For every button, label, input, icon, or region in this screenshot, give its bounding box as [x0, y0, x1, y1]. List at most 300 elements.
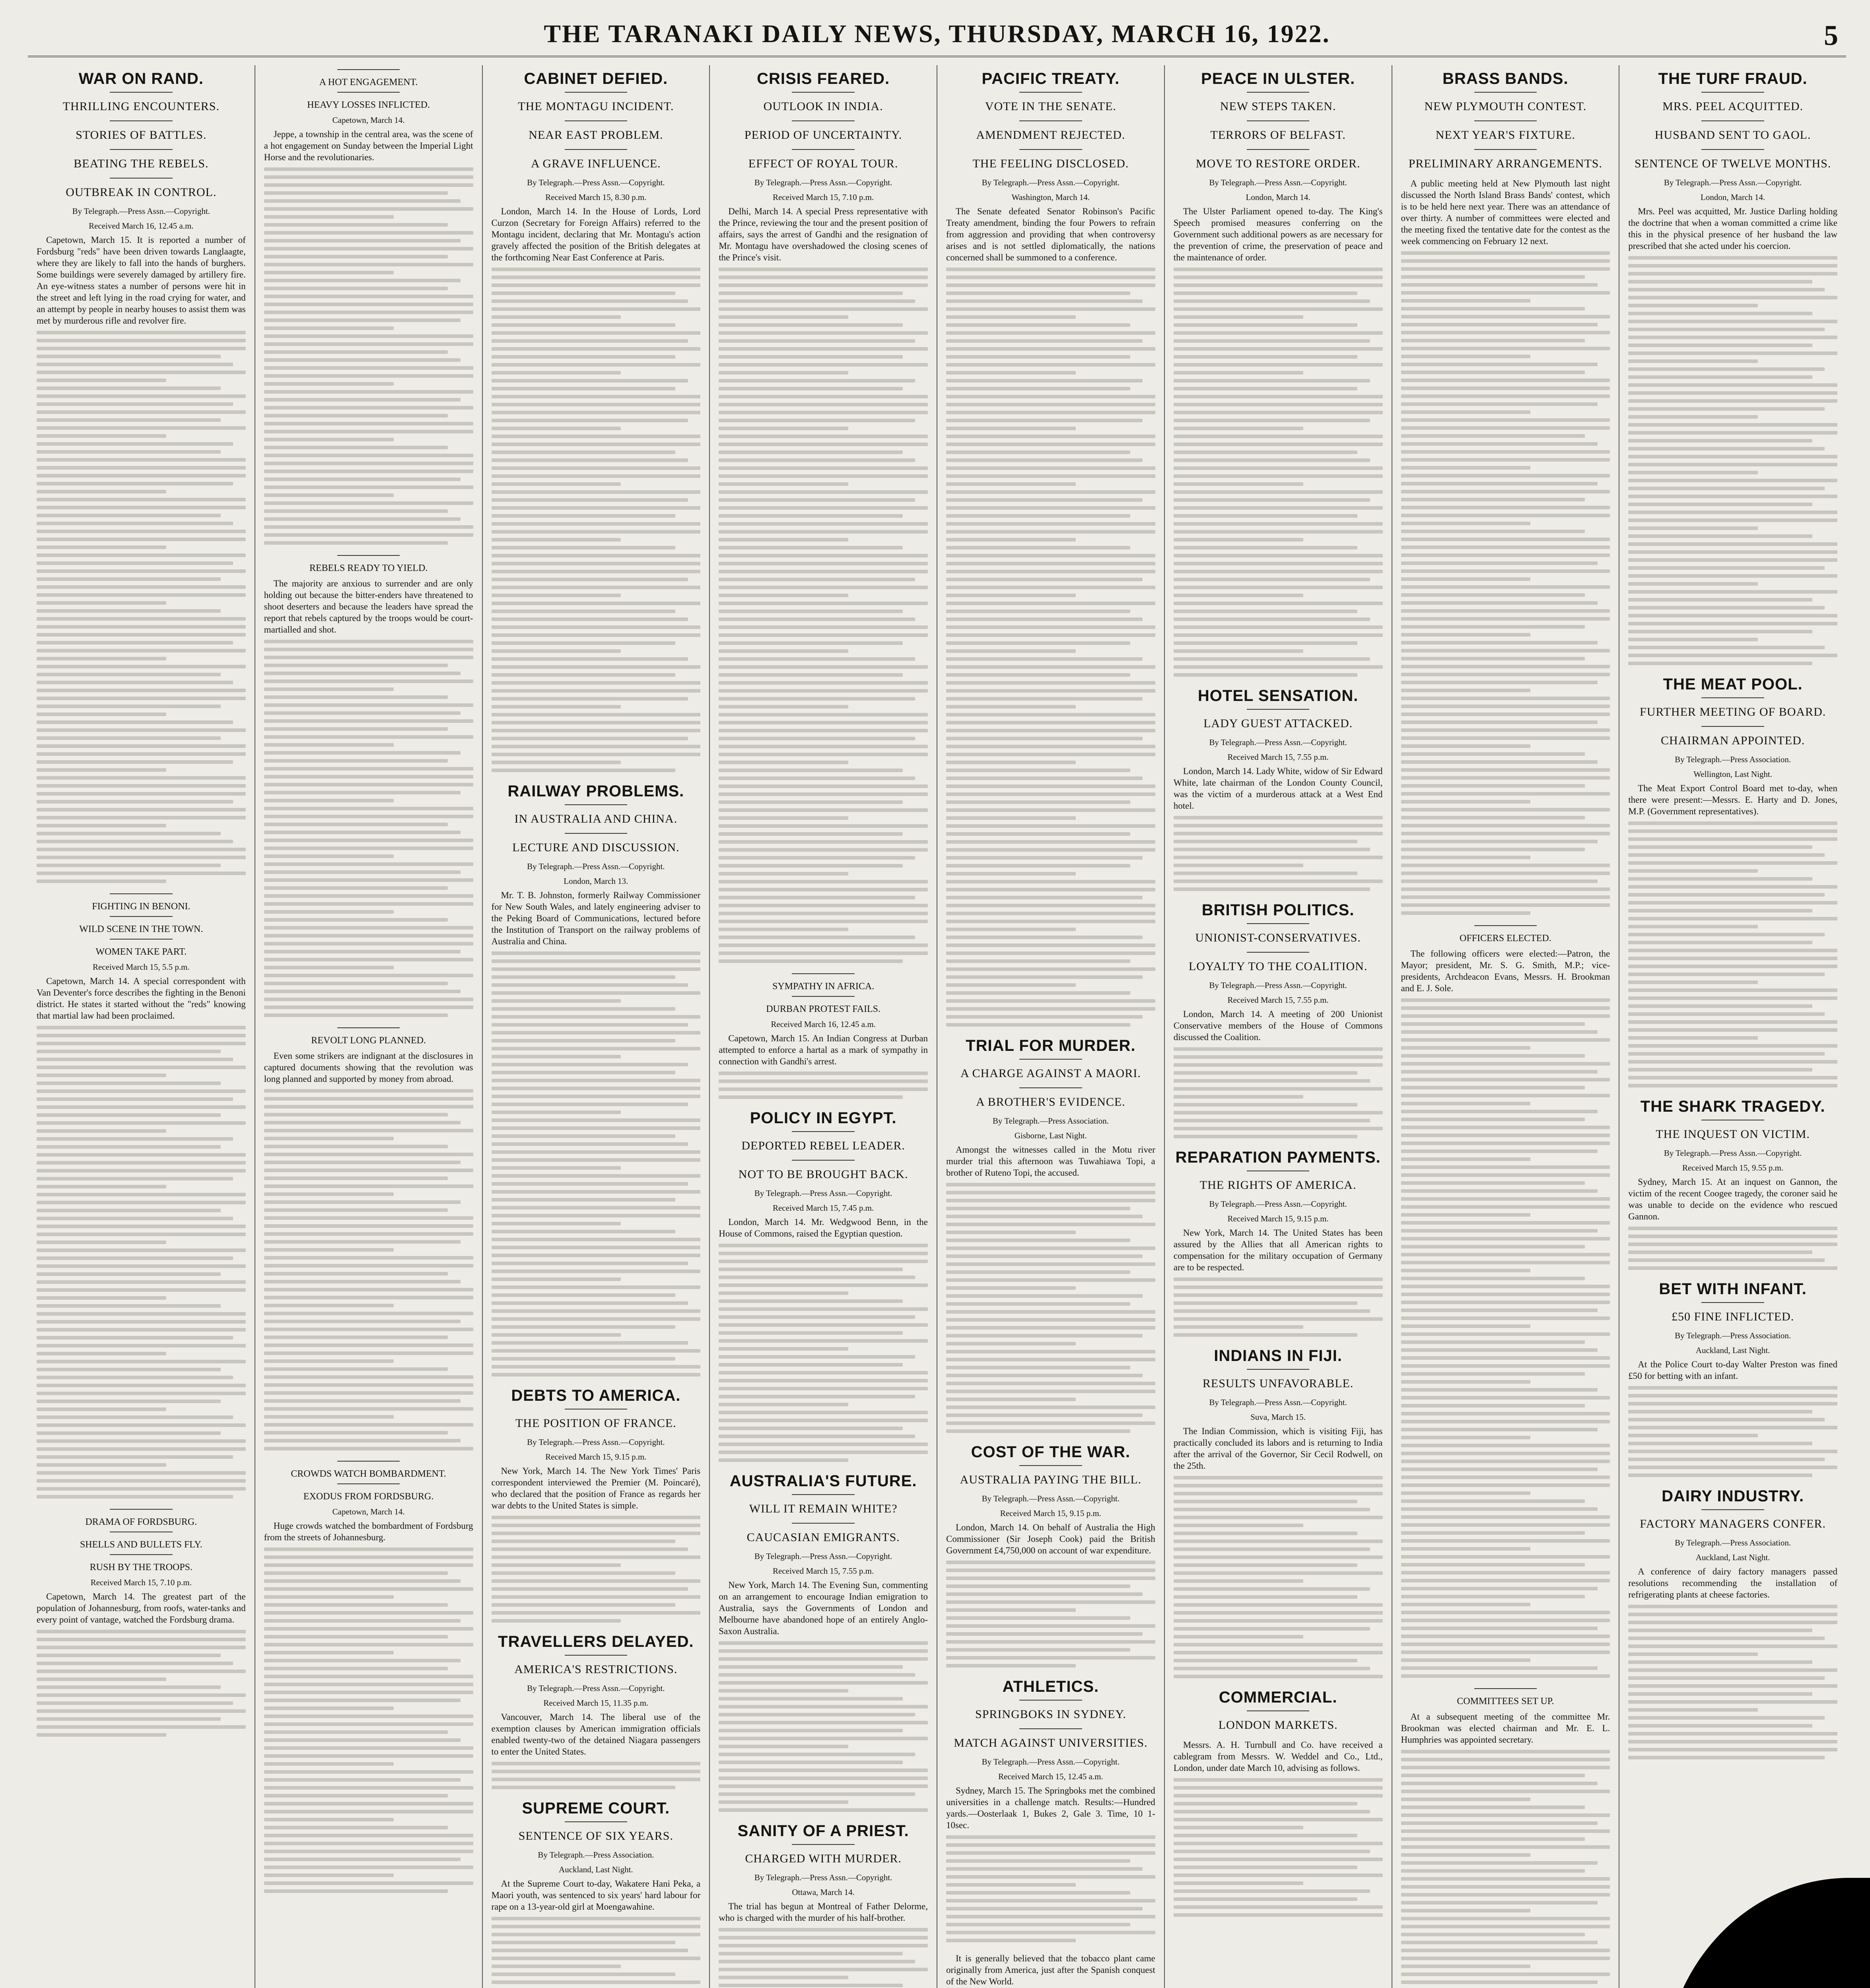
article-byline: By Telegraph.—Press Assn.—Copyright.: [527, 1683, 665, 1693]
text-line: [264, 1415, 394, 1419]
text-line: [264, 1826, 448, 1829]
text-line: [719, 1737, 928, 1740]
text-line: [719, 713, 928, 716]
text-line: [37, 1368, 221, 1371]
text-line: [492, 617, 688, 621]
text-line: [264, 1129, 473, 1132]
text-line: [1174, 299, 1370, 303]
text-line: [1401, 617, 1610, 621]
article-body: At the Police Court to-day Walter Preston was fined £50 for betting with an infant.: [1628, 1359, 1837, 1381]
text-line: [37, 1233, 246, 1236]
text-line: [1628, 1740, 1837, 1743]
text-line: [37, 339, 246, 342]
text-line: [37, 1201, 246, 1204]
column-8: [1619, 65, 1846, 1988]
text-line: [1628, 606, 1825, 610]
article-continued-text: [264, 167, 473, 545]
article: [492, 70, 701, 772]
article-continued-text: [264, 640, 473, 1017]
text-line: [1628, 447, 1825, 450]
deck-rule: [1247, 923, 1310, 924]
text-line: [1174, 1778, 1383, 1782]
deck-rule: [1247, 709, 1310, 710]
text-line: [37, 530, 246, 533]
article-body: New York, March 14. The United States has been assured by the Allies that all American rights to compensation for the military occupation of Germany are to be respected.: [1173, 1228, 1383, 1272]
text-line: [1174, 1786, 1383, 1790]
text-line: [492, 276, 701, 279]
text-line: [1174, 323, 1358, 327]
text-line: [946, 1342, 1076, 1345]
text-line: [264, 1842, 473, 1845]
text-line: [1401, 832, 1610, 835]
text-line: [719, 1435, 915, 1438]
article-body: Capetown, March 15. An Indian Congress at Durban attempted to enforce a hartal as a mark of sympathy in connection with Gandhi's arrest.: [719, 1033, 928, 1066]
text-line: [1401, 1110, 1598, 1113]
text-line: [1174, 1627, 1370, 1631]
text-line: [719, 657, 915, 661]
text-line: [1174, 538, 1303, 542]
text-line: [1174, 1127, 1383, 1130]
text-line: [1401, 752, 1585, 756]
text-line: [1401, 1547, 1531, 1551]
text-line: [719, 1952, 903, 1955]
text-line: [264, 454, 473, 457]
text-line: [1401, 1635, 1610, 1638]
text-line: [492, 657, 688, 661]
text-line: [1401, 1213, 1531, 1217]
text-line: [492, 419, 688, 422]
text-line: [1401, 1118, 1585, 1121]
text-line: [1401, 1587, 1598, 1590]
text-line: [1401, 1965, 1531, 1968]
text-line: [946, 1398, 1076, 1401]
text-line: [719, 1657, 928, 1661]
text-line: [264, 1336, 448, 1339]
text-line: [264, 1778, 461, 1782]
text-line: [946, 307, 1155, 311]
text-line: [1401, 1853, 1531, 1857]
text-line: [1401, 1821, 1598, 1825]
text-line: [1401, 1758, 1610, 1761]
text-line: [1174, 832, 1383, 835]
text-line: [492, 546, 676, 549]
text-line: [719, 1291, 848, 1295]
text-line: [719, 466, 928, 470]
article-headline: PEACE IN ULSTER.: [1201, 70, 1355, 87]
text-line: [946, 538, 1076, 542]
text-line: [1401, 355, 1531, 358]
text-line: [492, 1933, 701, 1936]
text-line: [264, 239, 461, 243]
text-line: [1401, 1102, 1531, 1105]
text-line: [946, 347, 1155, 351]
text-line: [1401, 1917, 1610, 1920]
text-line: [37, 776, 246, 780]
text-line: [492, 1047, 701, 1050]
text-line: [1401, 546, 1610, 549]
text-line: [264, 271, 394, 274]
article-continued-text: [1628, 256, 1837, 665]
deck-rule: [565, 92, 628, 93]
text-line: [946, 888, 1155, 891]
text-line: [1174, 856, 1383, 859]
text-line: [1174, 1071, 1358, 1075]
text-line: [264, 950, 461, 953]
text-line: [1628, 1084, 1837, 1087]
text-line: [1628, 256, 1837, 260]
text-line: [492, 291, 676, 295]
text-line: [37, 1709, 246, 1713]
deck-rule: [1474, 1688, 1537, 1689]
text-line: [37, 1654, 221, 1657]
text-line: [1628, 1605, 1837, 1608]
text-line: [1628, 638, 1758, 641]
text-line: [1174, 1079, 1370, 1083]
article: [1628, 1280, 1837, 1477]
article: [264, 69, 473, 545]
text-line: [946, 777, 1143, 780]
text-line: [1401, 1205, 1610, 1209]
text-line: [1401, 1070, 1598, 1074]
text-line: [1401, 601, 1598, 605]
deck-rule: [110, 149, 173, 150]
text-line: [1401, 1750, 1610, 1753]
text-line: [1628, 495, 1837, 498]
text-line: [37, 506, 246, 509]
text-line: [1628, 1044, 1837, 1048]
text-line: [946, 1851, 1155, 1855]
text-line: [719, 578, 915, 581]
article-dateline: Received March 15, 8.30 p.m.: [545, 192, 647, 202]
text-line: [946, 594, 1076, 597]
text-line: [1401, 1483, 1610, 1487]
text-line: [1401, 1972, 1610, 1976]
article-deck: OUTLOOK IN INDIA.: [763, 100, 883, 113]
text-line: [946, 283, 1155, 287]
text-line: [1174, 435, 1383, 438]
text-line: [37, 442, 233, 446]
text-line: [1401, 1666, 1598, 1670]
text-line: [1401, 1253, 1610, 1256]
article-body: It is generally believed that the tobacco plant came originally from America, just after the Spanish conquest of the New World.: [946, 1953, 1155, 1986]
text-line: [492, 1611, 701, 1615]
text-line: [1628, 590, 1837, 594]
article: [946, 70, 1155, 1027]
text-line: [719, 530, 928, 534]
column-4: [710, 65, 937, 1988]
text-line: [1174, 395, 1383, 398]
text-line: [1628, 1684, 1837, 1688]
text-line: [1174, 1476, 1383, 1479]
text-line: [946, 792, 1155, 796]
text-line: [946, 602, 1155, 605]
article-dateline: Received March 15, 7.45 p.m.: [772, 1203, 874, 1213]
text-line: [719, 633, 928, 637]
text-line: [264, 926, 473, 930]
article-dateline: Received March 15, 12.45 a.m.: [998, 1772, 1103, 1781]
text-line: [37, 1670, 246, 1673]
article-continued-text: [946, 1561, 1155, 1668]
article-continued-text: [1401, 998, 1610, 1678]
article-deck: NEXT YEAR'S FIXTURE.: [1435, 128, 1575, 142]
text-line: [719, 1665, 903, 1669]
text-line: [1174, 1667, 1370, 1670]
text-line: [719, 625, 928, 629]
text-line: [1401, 911, 1531, 915]
text-line: [264, 1184, 473, 1188]
text-line: [264, 462, 473, 465]
text-line: [946, 1406, 1155, 1409]
text-line: [719, 339, 915, 343]
text-line: [492, 1198, 676, 1202]
text-line: [1401, 1475, 1610, 1479]
deck-rule: [1247, 1710, 1310, 1711]
text-line: [492, 554, 701, 557]
text-line: [1401, 1957, 1610, 1960]
article-continued-text: [719, 268, 928, 963]
text-line: [1174, 482, 1303, 486]
text-line: [946, 975, 1143, 979]
text-line: [1401, 840, 1598, 843]
text-line: [1174, 1611, 1383, 1615]
text-line: [492, 395, 701, 398]
article-byline: By Telegraph.—Press Association.: [1675, 1331, 1791, 1340]
page-number: 5: [1824, 19, 1838, 51]
text-line: [264, 1595, 394, 1599]
text-line: [1401, 1460, 1610, 1463]
text-line: [264, 311, 473, 314]
text-line: [1401, 379, 1610, 382]
text-line: [946, 1007, 1155, 1011]
text-line: [492, 411, 701, 414]
text-line: [719, 1331, 903, 1335]
text-line: [1401, 315, 1610, 318]
article-headline: BET WITH INFANT.: [1659, 1280, 1807, 1298]
text-line: [719, 538, 848, 542]
text-line: [1174, 363, 1383, 367]
article-continued-text: [37, 1026, 246, 1499]
text-line: [719, 1800, 848, 1804]
text-line: [264, 1643, 473, 1646]
deck-rule: [565, 833, 628, 834]
article-continued-text: [1174, 1277, 1383, 1337]
text-line: [719, 331, 928, 335]
text-line: [719, 1379, 928, 1382]
text-line: [264, 846, 473, 850]
deck-rule: [1701, 92, 1764, 93]
article: [946, 1678, 1155, 1942]
text-line: [37, 394, 246, 398]
text-line: [719, 777, 915, 780]
text-line: [1401, 895, 1610, 899]
text-line: [719, 1689, 848, 1693]
text-line: [492, 1079, 701, 1082]
text-line: [946, 713, 1155, 716]
article-continued-text: [1174, 816, 1383, 891]
text-line: [1174, 1301, 1358, 1305]
text-line: [946, 1429, 1130, 1433]
text-line: [1628, 526, 1758, 530]
text-line: [264, 1587, 473, 1591]
text-line: [1401, 1404, 1585, 1408]
text-line: [1174, 403, 1383, 406]
article-dateline: Received March 15, 9.15 p.m.: [1000, 1508, 1102, 1518]
text-line: [37, 434, 166, 438]
text-line: [946, 1358, 1155, 1361]
text-line: [264, 1794, 448, 1798]
article-dateline: Gisborne, Last Night.: [1014, 1131, 1087, 1140]
text-line: [37, 1487, 246, 1491]
deck-rule: [1019, 120, 1082, 121]
article-headline: THE MEAT POOL.: [1663, 676, 1803, 693]
text-line: [1401, 1563, 1585, 1567]
article-deck: VOTE IN THE SENATE.: [985, 100, 1116, 113]
text-line: [1401, 1324, 1531, 1328]
article-dateline: Received March 16, 12.45 a.m.: [771, 1019, 876, 1029]
text-line: [37, 1423, 246, 1427]
text-line: [1401, 1261, 1610, 1264]
article-deck: PERIOD OF UNCERTAINTY.: [744, 128, 902, 142]
text-line: [264, 1343, 473, 1347]
text-line: [1628, 1629, 1812, 1632]
text-line: [946, 514, 1130, 518]
article-deck: SHELLS AND BULLETS FLY.: [80, 1540, 202, 1550]
article-headline: THE TURF FRAUD.: [1658, 70, 1808, 87]
text-line: [1401, 530, 1585, 533]
text-line: [946, 1382, 1155, 1385]
text-line: [946, 824, 1155, 828]
text-line: [264, 966, 394, 969]
text-line: [719, 268, 928, 271]
text-line: [719, 1944, 928, 1947]
article-dateline: Capetown, March 14.: [332, 115, 405, 125]
text-line: [1401, 697, 1610, 700]
text-line: [492, 323, 676, 327]
text-line: [1401, 514, 1610, 517]
text-line: [1174, 1047, 1383, 1051]
text-line: [492, 1230, 676, 1233]
text-line: [719, 602, 928, 605]
text-line: [264, 672, 461, 675]
text-line: [37, 633, 246, 637]
text-line: [1401, 1388, 1598, 1392]
text-line: [492, 1373, 701, 1376]
text-line: [1401, 291, 1610, 295]
text-line: [946, 665, 1155, 669]
text-line: [1628, 1004, 1812, 1008]
text-line: [264, 541, 448, 545]
text-line: [946, 1883, 1076, 1887]
deck-rule: [1474, 149, 1537, 150]
text-line: [1174, 1492, 1383, 1495]
article: [1628, 1098, 1837, 1270]
text-line: [264, 727, 448, 731]
text-line: [37, 1121, 246, 1125]
text-line: [946, 419, 1143, 422]
text-line: [264, 878, 473, 882]
text-line: [264, 183, 473, 187]
text-line: [37, 848, 246, 851]
article-byline: By Telegraph.—Press Assn.—Copyright.: [1209, 980, 1347, 990]
text-line: [946, 1191, 1155, 1194]
article-deck: RESULTS UNFAVORABLE.: [1202, 1377, 1354, 1390]
text-line: [719, 1697, 903, 1701]
text-line: [1628, 1052, 1825, 1056]
text-line: [37, 705, 221, 708]
article: [492, 1633, 701, 1789]
text-line: [719, 1427, 903, 1430]
text-line: [1401, 490, 1610, 493]
text-line: [1174, 1555, 1383, 1559]
text-line: [492, 1166, 621, 1170]
columns-container: [28, 65, 1846, 1988]
text-line: [1174, 625, 1383, 629]
text-line: [1174, 649, 1303, 653]
text-line: [264, 894, 473, 898]
text-line: [946, 840, 1155, 844]
text-line: [1174, 498, 1370, 502]
article-body: New York, March 14. The New York Times' Paris correspondent interviewed the Premier (M. Poincaré), who declared that the position of France as regards her war debts to the United States is simple.: [491, 1466, 701, 1510]
text-line: [37, 832, 221, 835]
text-line: [946, 1366, 1130, 1369]
text-line: [719, 1745, 848, 1748]
article-deck: AUSTRALIA PAYING THE BILL.: [960, 1473, 1142, 1486]
text-line: [719, 872, 848, 876]
text-line: [37, 712, 166, 716]
text-line: [1628, 463, 1837, 466]
article-deck: IN AUSTRALIA AND CHINA.: [514, 812, 678, 825]
article-deck: FURTHER MEETING OF BOARD.: [1640, 705, 1826, 718]
article-byline: By Telegraph.—Press Assn.—Copyright.: [527, 1437, 665, 1447]
article-headline: RAILWAY PROBLEMS.: [507, 782, 684, 800]
article-dateline: London, March 14.: [1246, 192, 1310, 202]
text-line: [1174, 1826, 1303, 1829]
article-headline: POLICY IN EGYPT.: [750, 1109, 897, 1127]
text-line: [264, 1169, 473, 1172]
text-line: [946, 291, 1130, 295]
text-line: [264, 815, 473, 818]
text-line: [719, 514, 903, 518]
text-line: [492, 1126, 701, 1130]
text-line: [1401, 1428, 1598, 1431]
article-dateline: London, March 14.: [1701, 192, 1765, 202]
article-deck: WOMEN TAKE PART.: [95, 947, 187, 957]
text-line: [1628, 471, 1758, 474]
text-line: [264, 1272, 448, 1276]
text-line: [1628, 949, 1837, 952]
article-deck: REBELS READY TO YIELD.: [309, 563, 428, 573]
text-line: [719, 920, 928, 923]
text-line: [1401, 808, 1610, 812]
text-line: [946, 1254, 1143, 1258]
text-line: [1174, 586, 1383, 589]
text-line: [1174, 848, 1370, 851]
text-line: [1174, 1873, 1383, 1877]
text-line: [37, 1105, 246, 1109]
text-line: [37, 482, 233, 485]
text-line: [1174, 546, 1358, 549]
article-body: Amongst the witnesses called in the Motu river murder trial this afternoon was Tuwahiawa Topi, a brother of Ruteno Topi, the accused.: [946, 1145, 1155, 1178]
text-line: [1628, 503, 1812, 506]
text-line: [264, 1304, 394, 1307]
text-line: [264, 1555, 473, 1559]
text-line: [264, 974, 473, 977]
text-line: [1628, 582, 1758, 586]
text-line: [37, 1733, 166, 1737]
article-deck: RUSH BY THE TROOPS.: [89, 1562, 193, 1573]
text-line: [719, 1976, 848, 1979]
text-line: [1174, 339, 1370, 343]
